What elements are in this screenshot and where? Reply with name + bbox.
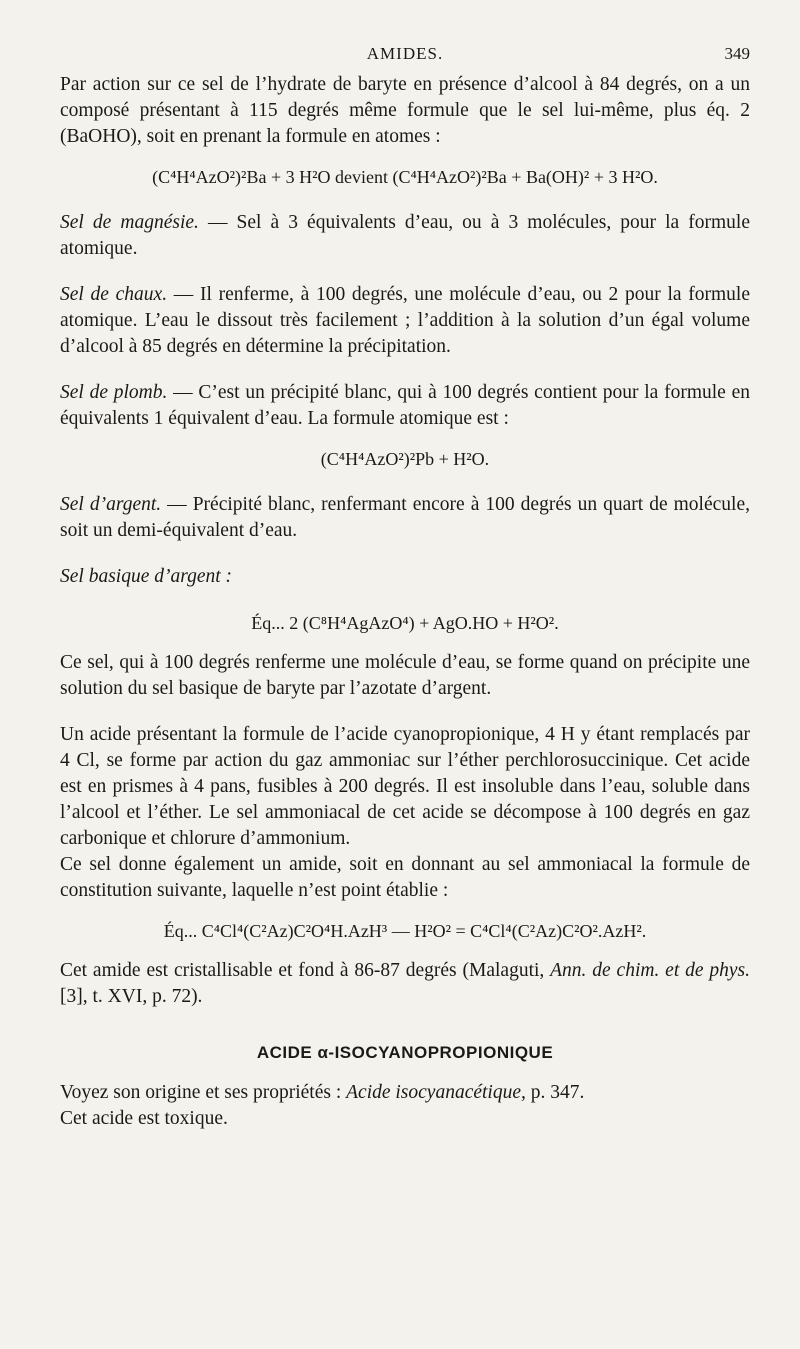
formula: Éq... C⁴Cl⁴(C²Az)C²O⁴H.AzH³ — H²O² = C⁴Cl⁴(C²Az)C²O².AzH². bbox=[163, 921, 647, 941]
paragraph-text: Cet amide est cristallisable et fond à 86-87 degrés (Malaguti, bbox=[60, 960, 551, 981]
paragraph: Par action sur ce sel de l’hydrate de baryte en présence d’alcool à 84 degrés, on a un composé présentant à 115 degrés même formule que le sel lui-même, plus éq. 2 (BaOHO), soit en prenant la formule en atomes : bbox=[60, 74, 750, 147]
paragraph-label: Sel basique d’argent : bbox=[60, 566, 233, 587]
paragraph-text: p. 347. bbox=[525, 1082, 585, 1103]
paragraph: Cet acide est toxique. bbox=[60, 1108, 228, 1129]
paragraph-label: Sel de magnésie. bbox=[60, 212, 199, 233]
paragraph-text: — Sel à 3 équivalents d’eau, ou à 3 molécules, pour la formule atomique. bbox=[60, 212, 750, 259]
formula: (C⁴H⁴AzO²)²Pb + H²O. bbox=[320, 449, 490, 469]
paragraph-text: Voyez son origine et ses propriétés : bbox=[60, 1082, 347, 1103]
paragraph-label: Sel d’argent. bbox=[60, 494, 162, 515]
formula: (C⁴H⁴AzO²)²Ba + 3 H²O devient (C⁴H⁴AzO²)²Ba + Ba(OH)² + 3 H²O. bbox=[152, 167, 658, 187]
page-body bbox=[60, 72, 750, 1132]
paragraph: Ce sel donne également un amide, soit en donnant au sel ammoniacal la formule de constitution suivante, laquelle n’est point établie : bbox=[60, 854, 750, 901]
reference: Ann. de chim. et de phys. bbox=[550, 960, 750, 981]
page-header bbox=[60, 44, 750, 72]
paragraph bbox=[60, 1080, 750, 1106]
paragraph-text: [3], t. XVI, p. 72). bbox=[60, 986, 203, 1007]
paragraph: Un acide présentant la formule de l’acide cyanopropionique, 4 H y étant remplacés par 4 Cl, se forme par action du gaz ammoniac sur l’éther perchlorosuccinique. Cet acide est en prismes à 4 pans, fusibles à 200 degrés. Il est insoluble dans l’eau, soluble dans l’alcool et l’éther. Le sel ammoniacal de cet acide se décompose à 100 degrés en gaz carbonique et chlorure d’ammonium. bbox=[60, 724, 750, 849]
paragraph-label: Sel de plomb. bbox=[60, 382, 168, 403]
paragraph-sel-plomb bbox=[60, 380, 750, 432]
paragraph-sel-argent bbox=[60, 492, 750, 544]
paragraph-text: — C’est un précipité blanc, qui à 100 degrés contient pour la formule en équivalents 1 équivalent d’eau. La formule atomique est : bbox=[60, 382, 750, 429]
formula: Éq... 2 (C⁸H⁴AgAzO⁴) + AgO.HO + H²O². bbox=[251, 613, 559, 633]
paragraph-sel-basique bbox=[60, 564, 750, 590]
paragraph-text: — Il renferme, à 100 degrés, une molécule d’eau, ou 2 pour la formule atomique. L’eau le dissout très facilement ; l’addition à la solution d’un égal volume d’alcool à 85 degrés en détermine la précipitation. bbox=[60, 284, 750, 357]
paragraph-label: Sel de chaux. bbox=[60, 284, 168, 305]
page-number: 349 bbox=[724, 44, 750, 63]
paragraph: Ce sel, qui à 100 degrés renferme une molécule d’eau, se forme quand on précipite une solution du sel basique de baryte par l’azotate d’argent. bbox=[60, 652, 750, 699]
paragraph-sel-chaux bbox=[60, 282, 750, 360]
running-title: AMIDES. bbox=[366, 44, 444, 63]
paragraph bbox=[60, 958, 750, 1010]
reference: Acide isocyanacétique, bbox=[346, 1082, 526, 1103]
section-title: ACIDE α-ISOCYANOPROPIONIQUE bbox=[256, 1043, 554, 1062]
paragraph-sel-magnesie bbox=[60, 210, 750, 262]
paragraph-text: — Précipité blanc, renfermant encore à 100 degrés un quart de molécule, soit un demi-équivalent d’eau. bbox=[60, 494, 750, 541]
